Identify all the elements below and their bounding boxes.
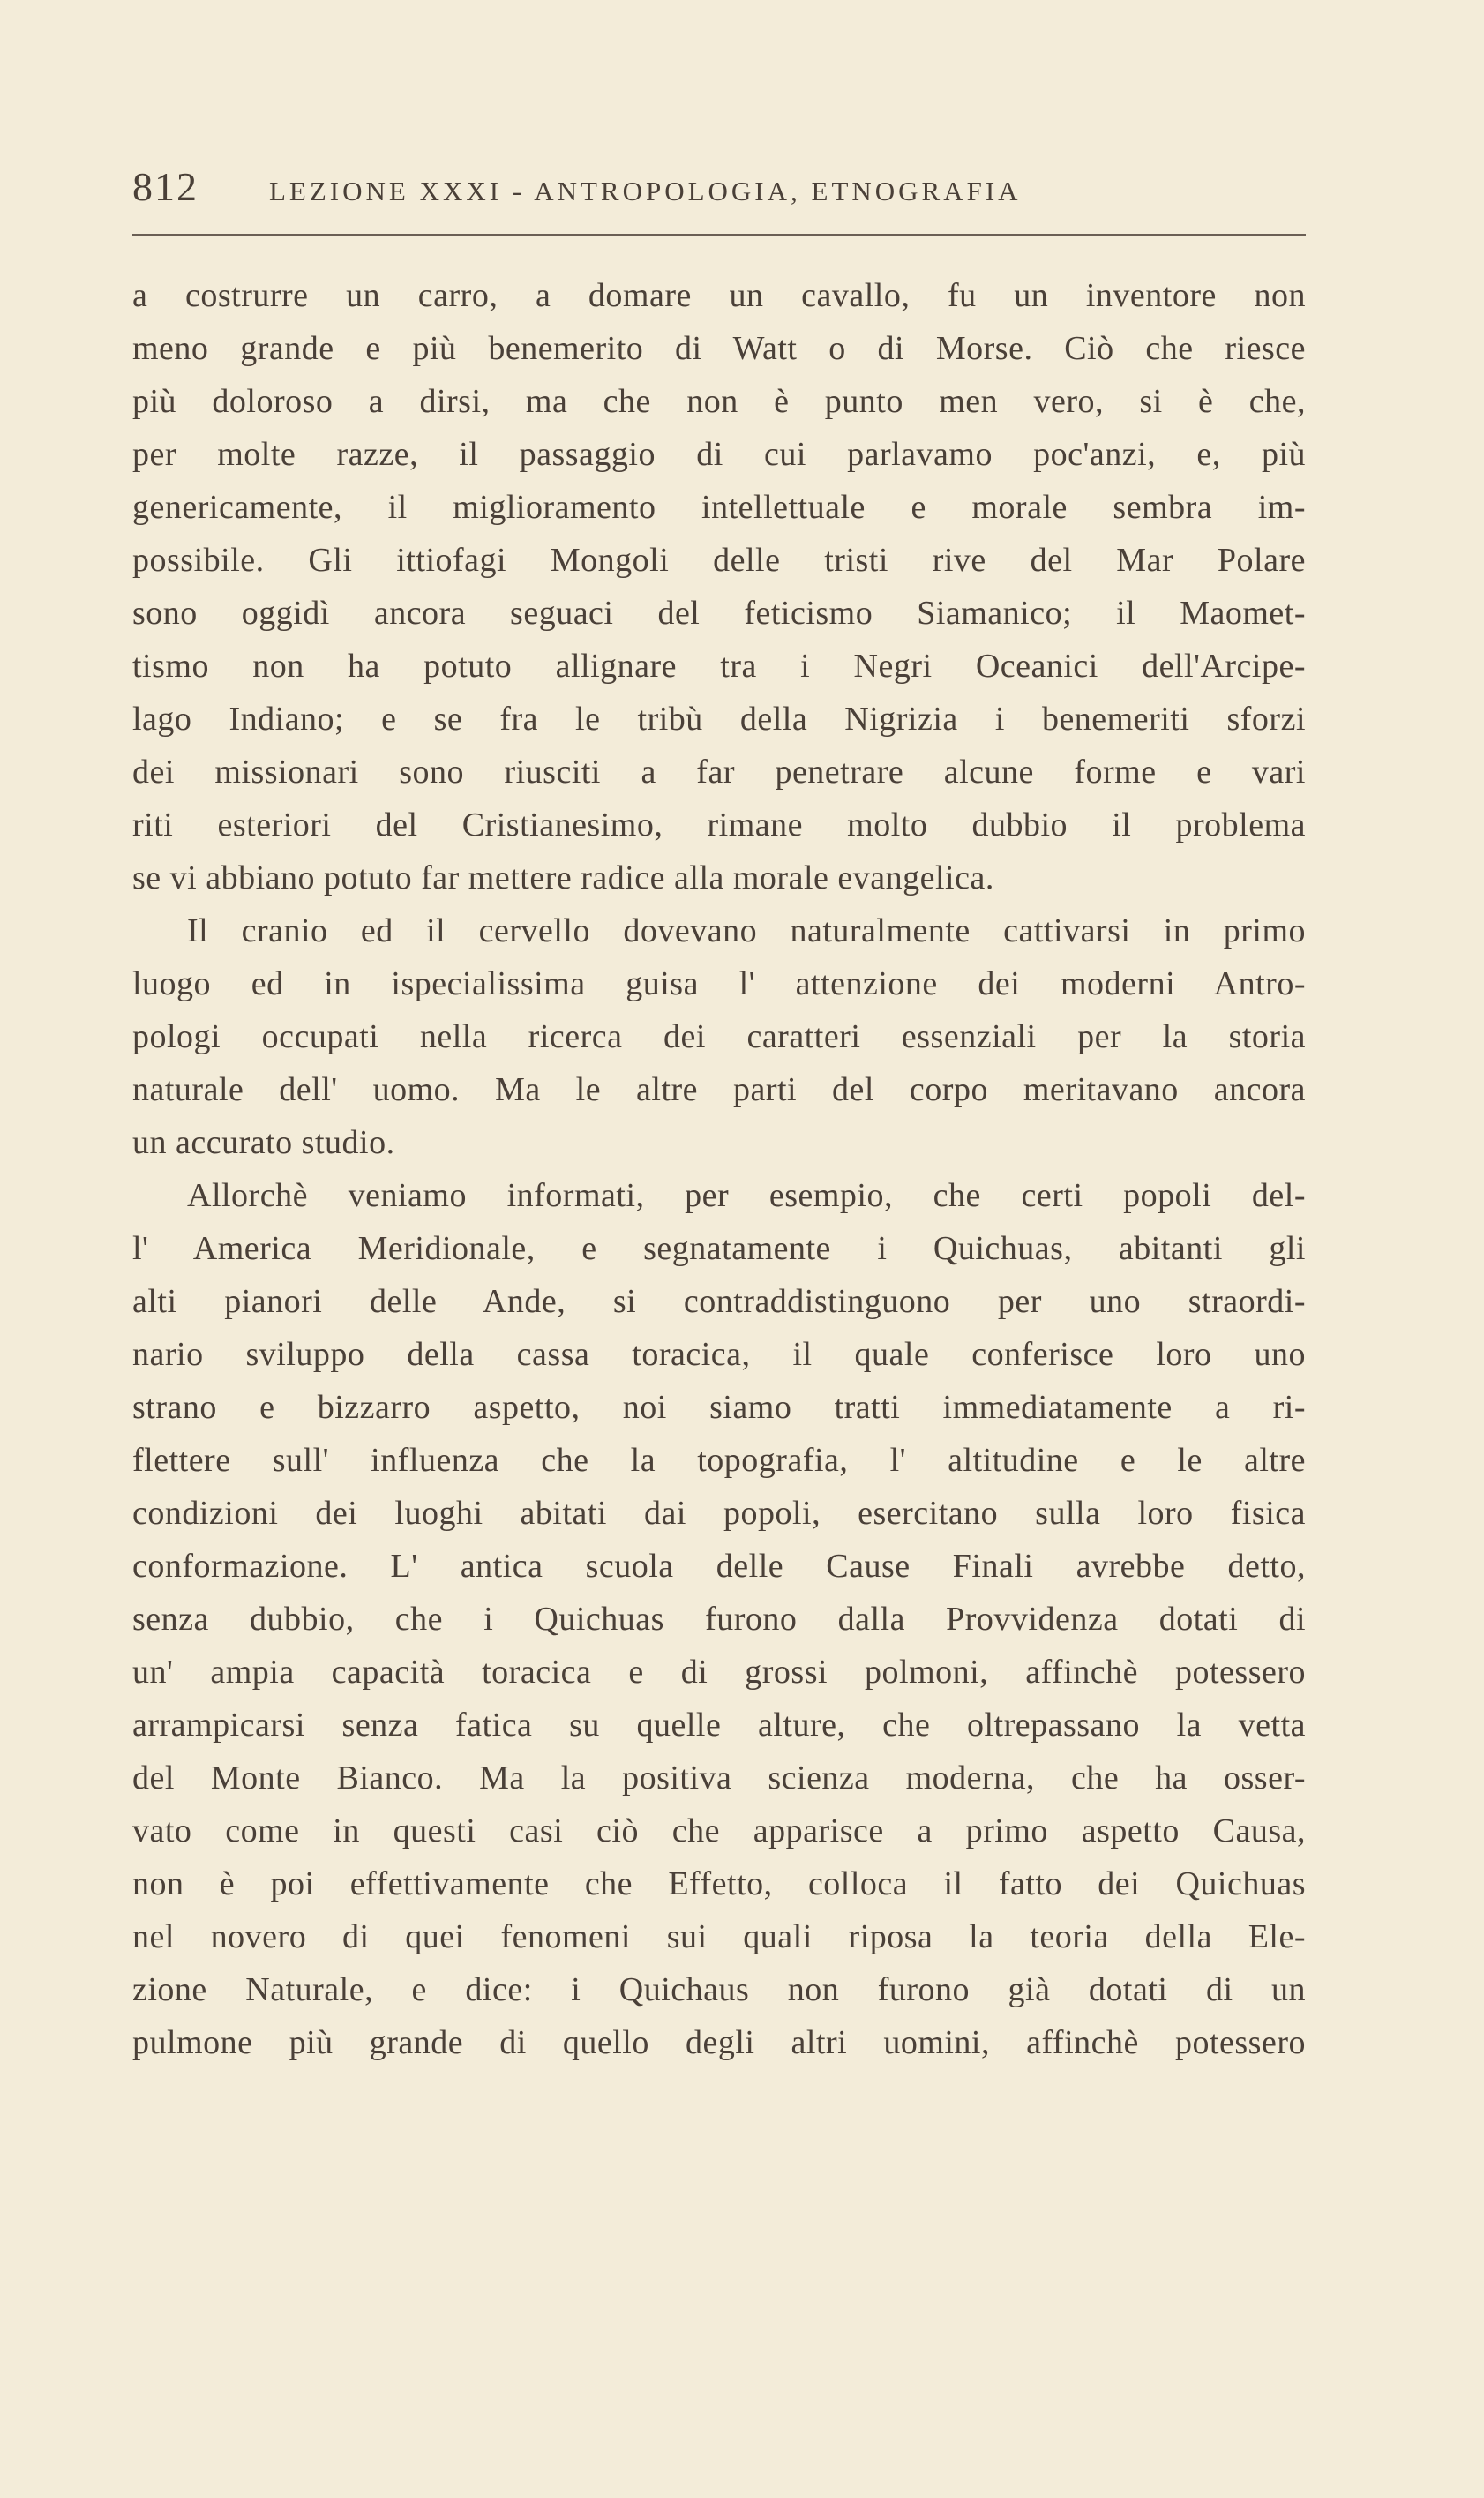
text-line: flettere sull' influenza che la topografia, l' altitudine e le altre <box>132 1442 1306 1479</box>
text-line: nel novero di quei fenomeni sui quali riposa la teoria della Ele- <box>132 1918 1306 1955</box>
text-line: per molte razze, il passaggio di cui parlavamo poc'anzi, e, più <box>132 436 1306 473</box>
text-line: naturale dell' uomo. Ma le altre parti del corpo meritavano ancora <box>132 1071 1306 1108</box>
text-line: più doloroso a dirsi, ma che non è punto men vero, si è che, <box>132 383 1306 420</box>
text-line: luogo ed in ispecialissima guisa l' attenzione dei moderni Antro- <box>132 965 1306 1002</box>
text-line: strano e bizzarro aspetto, noi siamo tratti immediatamente a ri- <box>132 1389 1306 1426</box>
text-line: se vi abbiano potuto far mettere radice alla morale evangelica. <box>132 859 994 896</box>
text-line: meno grande e più benemerito di Watt o di Morse. Ciò che riesce <box>132 330 1306 367</box>
text-line: lago Indiano; e se fra le tribù della Nigrizia i benemeriti sforzi <box>132 701 1306 738</box>
text-line: a costrurre un carro, a domare un cavallo, fu un inventore non <box>132 277 1306 314</box>
text-line: Il cranio ed il cervello dovevano naturalmente cattivarsi in primo <box>187 912 1306 949</box>
text-line: vato come in questi casi ciò che apparisce a primo aspetto Causa, <box>132 1812 1306 1849</box>
text-line: possibile. Gli ittiofagi Mongoli delle tristi rive del Mar Polare <box>132 542 1306 579</box>
text-line: senza dubbio, che i Quichuas furono dalla Provvidenza dotati di <box>132 1601 1306 1638</box>
text-line: condizioni dei luoghi abitati dai popoli, esercitano sulla loro fisica <box>132 1495 1306 1532</box>
text-line: del Monte Bianco. Ma la positiva scienza moderna, che ha osser- <box>132 1759 1306 1797</box>
running-head: LEZIONE XXXI - ANTROPOLOGIA, ETNOGRAFIA <box>269 176 1022 206</box>
text-line: alti pianori delle Ande, si contraddistinguono per uno straordi- <box>132 1283 1306 1320</box>
text-line: non è poi effettivamente che Effetto, colloca il fatto dei Quichuas <box>132 1865 1306 1902</box>
body-text <box>132 269 1306 2069</box>
text-line: nario sviluppo della cassa toracica, il quale conferisce loro uno <box>132 1336 1306 1373</box>
text-line: tismo non ha potuto allignare tra i Negri Oceanici dell'Arcipe- <box>132 648 1306 685</box>
text-line: pologi occupati nella ricerca dei caratteri essenziali per la storia <box>132 1018 1306 1055</box>
text-line: pulmone più grande di quello degli altri uomini, affinchè potessero <box>132 2024 1306 2061</box>
text-line: un accurato studio. <box>132 1124 395 1161</box>
text-line: dei missionari sono riusciti a far penetrare alcune forme e vari <box>132 754 1306 791</box>
text-line: un' ampia capacità toracica e di grossi polmoni, affinchè potessero <box>132 1654 1306 1691</box>
text-line: arrampicarsi senza fatica su quelle alture, che oltrepassano la vetta <box>132 1707 1306 1744</box>
text-line: riti esteriori del Cristianesimo, rimane molto dubbio il problema <box>132 806 1306 844</box>
text-line: l' America Meridionale, e segnatamente i Quichuas, abitanti gli <box>132 1230 1306 1267</box>
text-line: zione Naturale, e dice: i Quichaus non furono già dotati di un <box>132 1971 1306 2008</box>
text-line: conformazione. L' antica scuola delle Cause Finali avrebbe detto, <box>132 1548 1306 1585</box>
page-number: 812 <box>132 164 199 209</box>
text-line: sono oggidì ancora seguaci del feticismo Siamanico; il Maomet- <box>132 595 1306 632</box>
text-line: genericamente, il miglioramento intellettuale e morale sembra im- <box>132 489 1306 526</box>
text-line: Allorchè veniamo informati, per esempio, che certi popoli del- <box>187 1177 1306 1214</box>
header-rule <box>132 234 1306 236</box>
page-header <box>132 163 1306 216</box>
